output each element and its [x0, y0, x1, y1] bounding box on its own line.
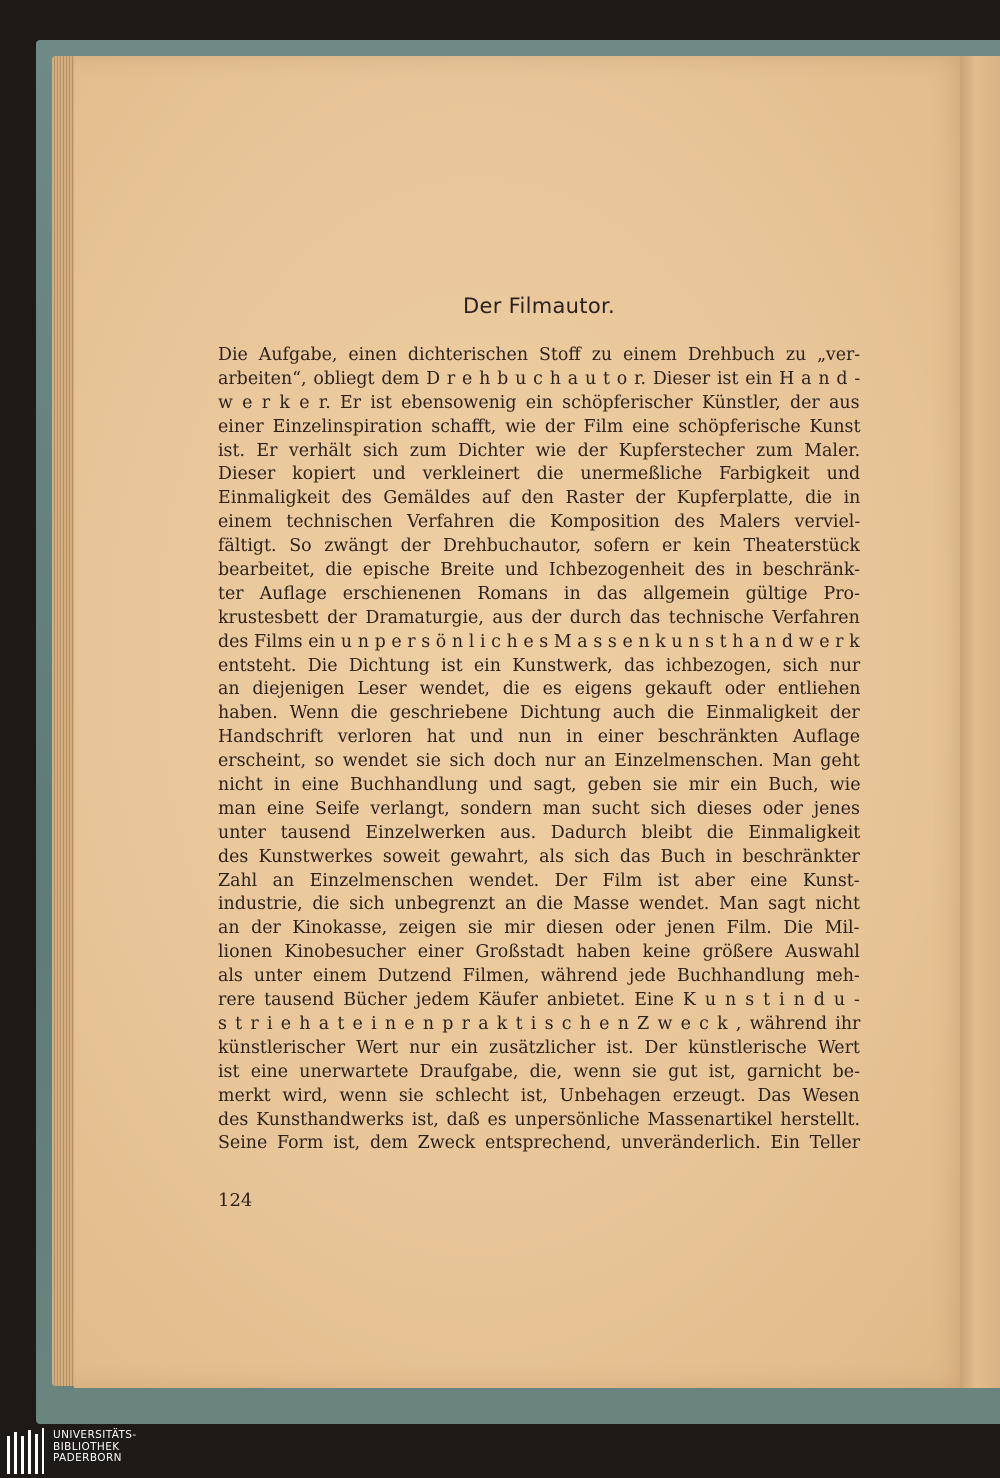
- text-line: w e r k e r. Er ist ebensowenig ein schöpferischer Künstler, der aus: [218, 392, 860, 413]
- text-line: man eine Seife verlangt, sondern man sucht sich dieses oder jenes: [218, 798, 860, 819]
- text-line: des Kunstwerkes soweit gewahrt, als sich das Buch in beschränkter: [218, 846, 860, 867]
- text-line: bearbeitet, die epische Breite und Ichbezogenheit des in beschränk-: [218, 560, 860, 581]
- text-line: künstlerischer Wert nur ein zusätzlicher ist. Der künstlerische Wert: [218, 1037, 860, 1058]
- footer-bar: [0, 1424, 1000, 1478]
- text-line: Handschrift verloren hat und nun in einer beschränkten Auflage: [218, 727, 861, 748]
- text-line: einer Einzelinspiration schafft, wie der Film eine schöpferische Kunst: [218, 416, 861, 437]
- text-line: fältigt. So zwängt der Drehbuchautor, sofern er kein Theaterstück: [218, 536, 860, 557]
- page-number: 124: [218, 1190, 253, 1211]
- library-logo-icon: [4, 1428, 44, 1474]
- text-line: entsteht. Die Dichtung ist ein Kunstwerk, das ichbezogen, sich nur: [218, 655, 861, 676]
- text-line: unter tausend Einzelwerken aus. Dadurch bleibt die Einmaligkeit: [218, 822, 861, 843]
- text-line: industrie, die sich unbegrenzt an die Masse wendet. Man sagt nicht: [218, 894, 860, 915]
- text-line: haben. Wenn die geschriebene Dichtung auch die Einmaligkeit der: [218, 703, 860, 724]
- logo-line: BIBLIOTHEK: [53, 1440, 120, 1453]
- body-text: [218, 344, 860, 1156]
- text-line: Seine Form ist, dem Zweck entsprechend, unveränderlich. Ein Teller: [218, 1133, 861, 1154]
- next-page-edge: [960, 56, 1000, 1388]
- logo-line: PADERBORN: [53, 1452, 122, 1464]
- text-line: Dieser kopiert und verkleinert die unermeßliche Farbigkeit und: [218, 464, 861, 485]
- text-line: ter Auflage erschienenen Romans in das allgemein gültige Pro-: [218, 583, 860, 604]
- page-edges: [52, 56, 74, 1386]
- text-line: krustesbett der Dramaturgie, aus der durch das technische Verfahren: [218, 607, 860, 628]
- chapter-heading: Der Filmautor.: [463, 294, 615, 318]
- text-line: ist. Er verhält sich zum Dichter wie der Kupferstecher zum Maler.: [218, 440, 861, 461]
- logo-line: UNIVERSITÄTS-: [53, 1429, 137, 1441]
- library-logo-text: [53, 1430, 137, 1465]
- text-line: Die Aufgabe, einen dichterischen Stoff zu einem Drehbuch zu „ver-: [218, 345, 861, 365]
- text-line: erscheint, so wendet sie sich doch nur an Einzelmenschen. Man geht: [218, 751, 860, 772]
- text-line: rere tausend Bücher jedem Käufer anbietet. Eine K u n s t i n d u -: [218, 990, 860, 1011]
- text-line: lionen Kinobesucher einer Großstadt haben keine größere Auswahl: [218, 942, 860, 963]
- text-line: des Films ein u n p e r s ö n l i c h e s M a s s e n k u n s t h a n d w e r k: [218, 631, 860, 652]
- text-line: an diejenigen Leser wendet, die es eigens gekauft oder entliehen: [218, 679, 861, 700]
- text-line: s t r i e h a t e i n e n p r a k t i s c h e n Z w e c k , während ihr: [218, 1013, 861, 1034]
- text-line: an der Kinokasse, zeigen sie mir diesen oder jenen Film. Die Mil-: [218, 918, 860, 939]
- text-line: des Kunsthandwerks ist, daß es unpersönliche Massenartikel herstellt.: [218, 1109, 861, 1130]
- text-line: merkt wird, wenn sie schlecht ist, Unbehagen erzeugt. Das Wesen: [218, 1085, 860, 1106]
- text-line: nicht in eine Buchhandlung und sagt, geben sie mir ein Buch, wie: [218, 775, 861, 796]
- text-line: als unter einem Dutzend Filmen, während jede Buchhandlung meh-: [218, 966, 860, 987]
- text-line: arbeiten“, obliegt dem D r e h b u c h a u t o r. Dieser ist ein H a n d -: [218, 368, 861, 389]
- text-line: ist eine unerwartete Draufgabe, die, wenn sie gut ist, garnicht be-: [218, 1061, 860, 1082]
- text-line: Zahl an Einzelmenschen wendet. Der Film ist aber eine Kunst-: [218, 870, 860, 891]
- text-line: Einmaligkeit des Gemäldes auf den Raster der Kupferplatte, die in: [218, 488, 861, 509]
- text-line: einem technischen Verfahren die Komposition des Malers verviel-: [218, 512, 861, 533]
